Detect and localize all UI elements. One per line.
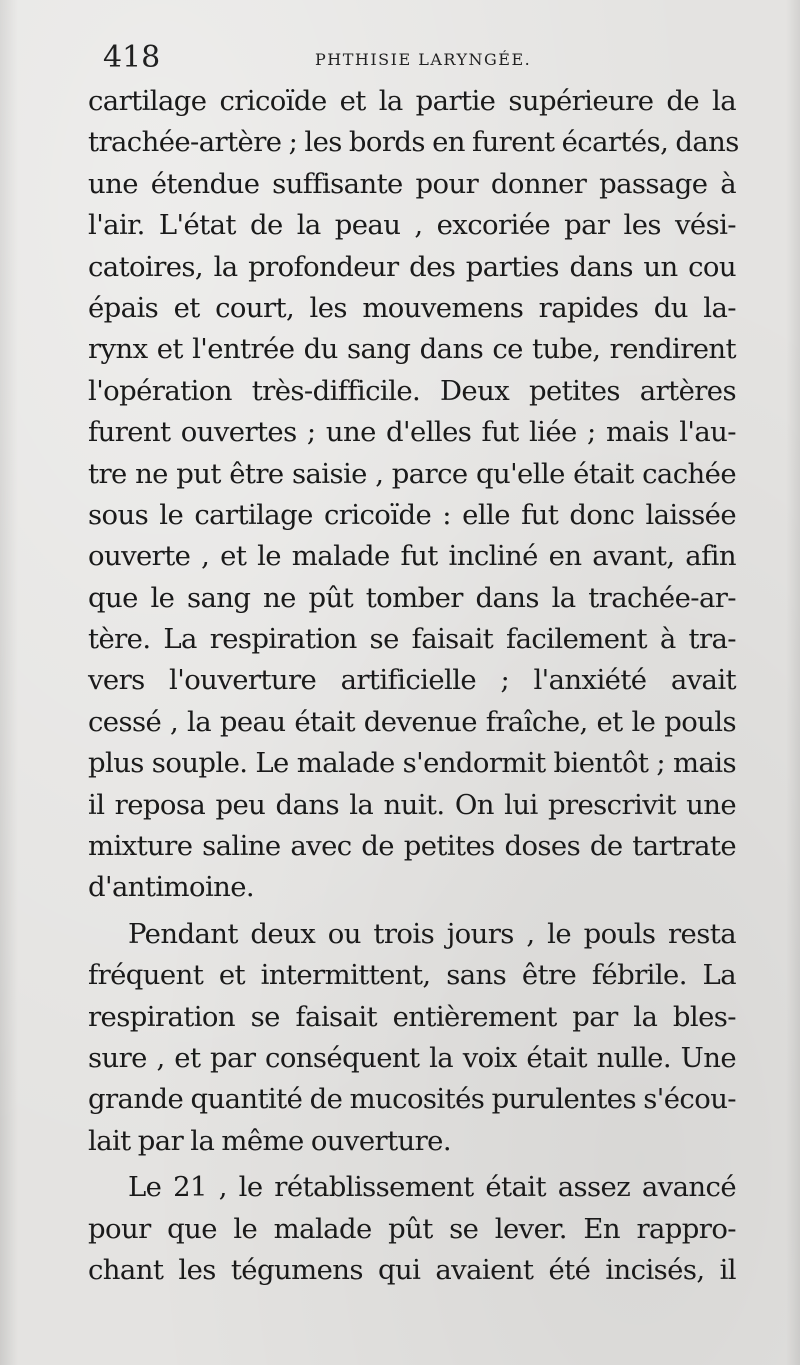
text-line: Le 21 , le rétablissement était assez avancé (128, 1171, 736, 1204)
text-line: épais et court, les mouvemens rapides du la- (88, 291, 736, 324)
text-line: furent ouvertes ; une d'elles fut liée ; mais l'au- (88, 416, 736, 449)
text-line: rynx et l'entrée du sang dans ce tube, rendirent (88, 333, 736, 366)
text-line: une étendue suffisante pour donner passage à (88, 167, 736, 200)
page-header (103, 40, 743, 80)
paragraph-3 (88, 1167, 736, 1291)
text-line: tre ne put être saisie , parce qu'elle était cachée (88, 457, 736, 490)
paragraph-1 (88, 81, 739, 909)
text-line: grande quantité de mucosités purulentes s'écou- (88, 1083, 736, 1116)
running-head: PHTHISIE LARYNGÉE. (315, 50, 532, 69)
text-line: d'antimoine. (88, 871, 255, 904)
text-line: ouverte , et le malade fut incliné en avant, afin (88, 540, 736, 573)
text-line: il reposa peu dans la nuit. On lui prescrivit une (88, 788, 736, 821)
text-line: sous le cartilage cricoïde : elle fut donc laissée (88, 498, 736, 531)
text-line: pour que le malade pût se lever. En rappro- (88, 1212, 736, 1245)
text-line: l'opération très-difficile. Deux petites artères (88, 374, 736, 407)
text-line: tère. La respiration se faisait facilement à tra- (88, 623, 736, 656)
page-number: 418 (103, 40, 161, 75)
text-line: l'air. L'état de la peau , excoriée par les vési- (88, 209, 736, 242)
text-line: que le sang ne pût tomber dans la trachée-ar- (88, 581, 736, 614)
paragraph-2 (88, 914, 736, 1162)
text-line: cartilage cricoïde et la partie supérieure de la (88, 85, 736, 117)
text-line: lait par la même ouverture. (88, 1124, 451, 1157)
text-line: sure , et par conséquent la voix était nulle. Une (88, 1041, 736, 1074)
body-text (88, 81, 739, 1291)
text-line: vers l'ouverture artificielle ; l'anxiété avait (88, 664, 736, 697)
text-line: catoires, la profondeur des parties dans un cou (88, 250, 736, 283)
text-line: plus souple. Le malade s'endormit bientôt ; mais (88, 747, 736, 780)
text-line: mixture saline avec de petites doses de tartrate (88, 830, 736, 863)
text-line: chant les tégumens qui avaient été incisés, il (88, 1253, 736, 1286)
text-line: respiration se faisait entièrement par la bles- (88, 1000, 736, 1033)
text-line: Pendant deux ou trois jours , le pouls resta (128, 917, 736, 950)
text-line: fréquent et intermittent, sans être fébrile. La (88, 959, 736, 992)
text-line: cessé , la peau était devenue fraîche, et le pouls (88, 705, 736, 738)
text-line: trachée-artère ; les bords en furent écartés, dans (88, 126, 739, 159)
